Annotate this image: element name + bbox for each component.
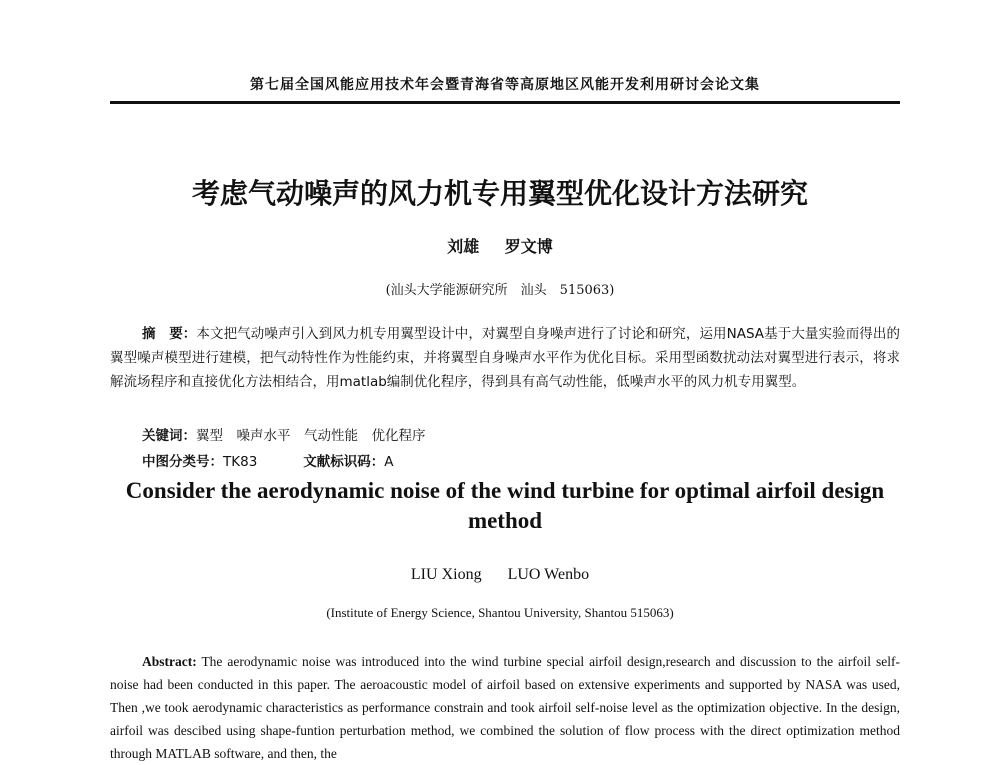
chinese-abstract — [110, 322, 900, 394]
class-number-label: 中图分类号： — [142, 454, 223, 470]
english-abstract-label: Abstract: — [142, 654, 197, 669]
classification-line — [142, 450, 394, 470]
english-author-2: LUO Wenbo — [507, 566, 590, 583]
english-authors — [0, 566, 1000, 584]
english-affiliation: (Institute of Energy Science, Shantou University, Shantou 515063) — [326, 605, 674, 620]
chinese-keywords — [142, 424, 426, 444]
header-rule — [110, 101, 900, 104]
english-abstract — [110, 650, 900, 765]
running-head: 第七届全国风能应用技术年会暨青海省等高原地区风能开发利用研讨会论文集 — [250, 77, 760, 93]
document-code-value: A — [384, 454, 394, 470]
chinese-affiliation: (汕头大学能源研究所 汕头 515063) — [385, 283, 615, 298]
keywords-label: 关键词： — [142, 428, 196, 444]
chinese-authors — [0, 234, 1000, 257]
english-abstract-text: The aerodynamic noise was introduced into the wind turbine special airfoil design,research and discussion to the airfoil self-noise had been conducted in this paper. The aeroacoustic model of airfoil based on extensive experiments and supported by NASA was used, Then ,we took aerodynamic characteristics as performance constrain and took airfoil self-noise level as the optimization objective. In the design, airfoil was descibed using shape-funtion perturbation method, we combined the solution of flow process with the direct optimization method through MATLAB software, and then, the — [110, 654, 900, 761]
english-title: Consider the aerodynamic noise of the wind turbine for optimal airfoil design method — [125, 478, 885, 533]
chinese-author-2: 罗文博 — [504, 237, 553, 256]
document-code-label: 文献标识码： — [303, 454, 385, 470]
keywords-value: 翼型 噪声水平 气动性能 优化程序 — [196, 428, 426, 444]
chinese-title: 考虑气动噪声的风力机专用翼型优化设计方法研究 — [191, 177, 808, 210]
english-author-1: LIU Xiong — [410, 566, 482, 583]
class-number-value: TK83 — [223, 454, 258, 470]
chinese-author-1: 刘雄 — [447, 237, 480, 256]
chinese-abstract-label: 摘 要： — [142, 326, 197, 342]
chinese-abstract-text: 本文把气动噪声引入到风力机专用翼型设计中，对翼型自身噪声进行了讨论和研究，运用NASA基于大量实验而得出的翼型噪声模型进行建模，把气动特性作为性能约束，并将翼型自身噪声水平作为优化目标。采用型函数扰动法对翼型进行表示，将求解流场程序和直接优化方法相结合，用matlab编制优化程序，得到具有高气动性能，低噪声水平的风力机专用翼型。 — [110, 326, 901, 390]
